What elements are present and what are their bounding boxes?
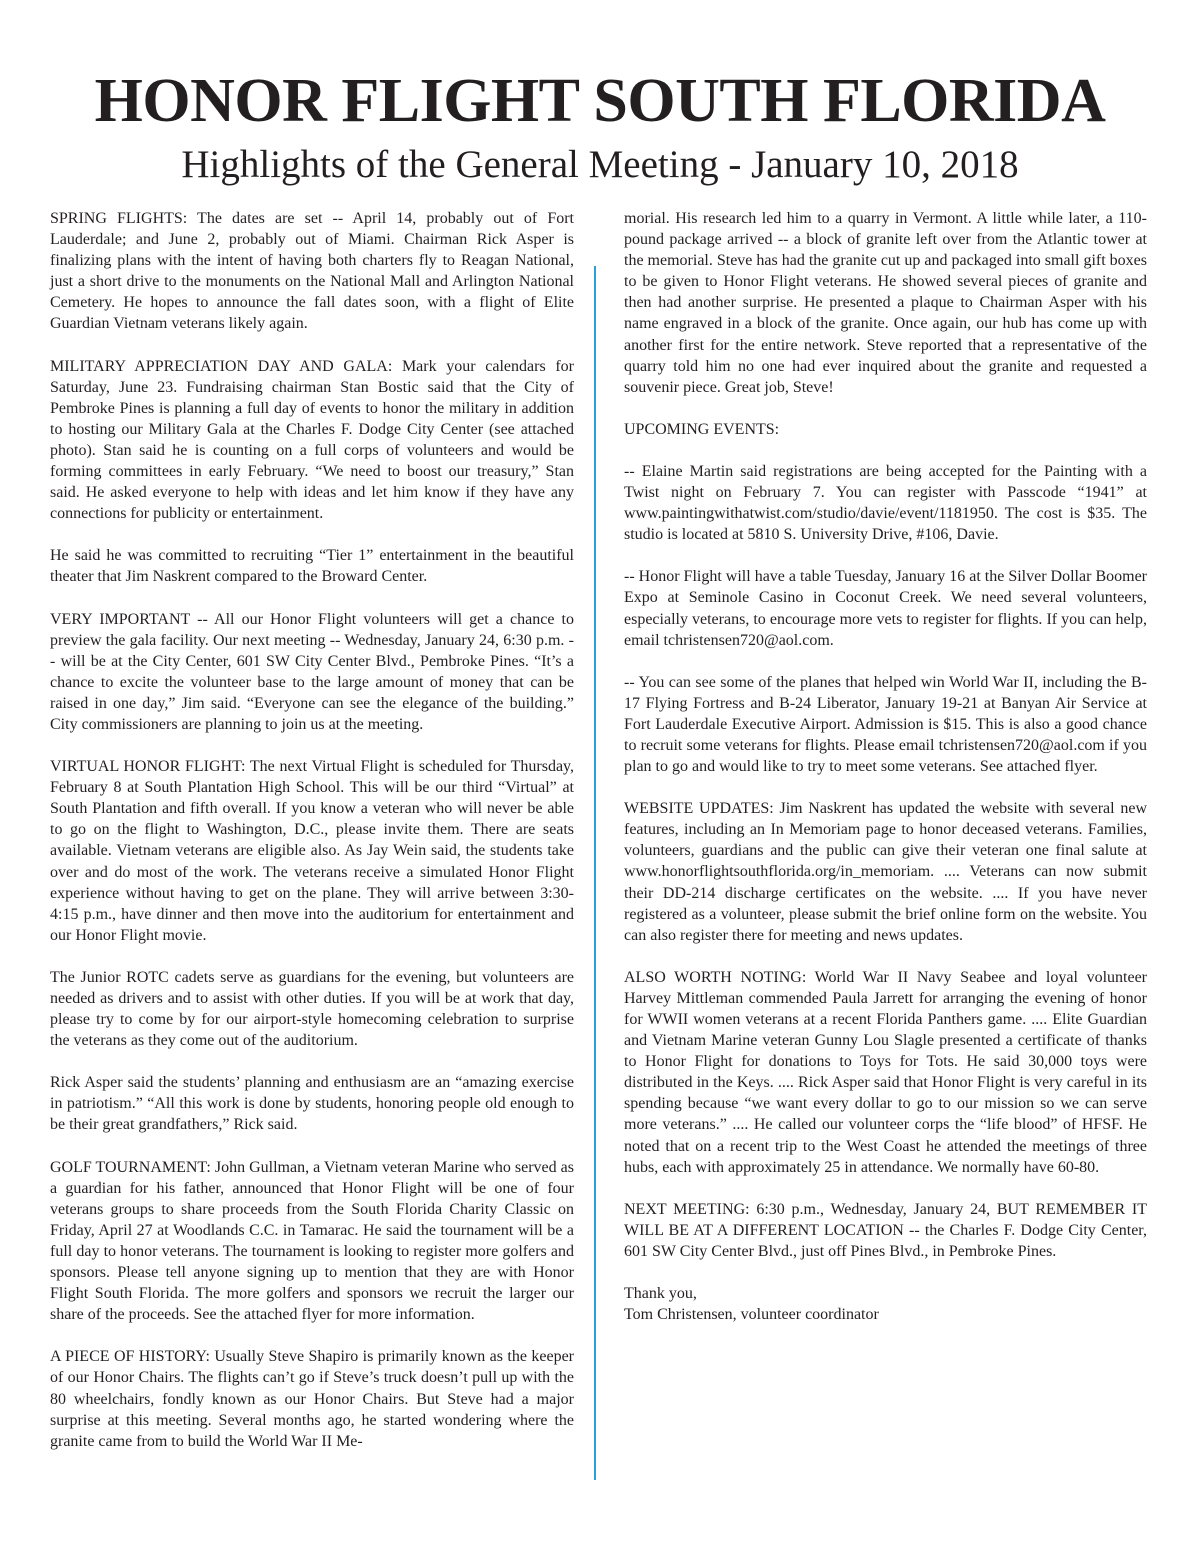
right-column bbox=[624, 208, 1147, 1325]
paragraph-piece-of-history-continued: morial. His research led him to a quarry in Vermont. A little while later, a 110-pound package arrived -- a block of granite left over from the Atlantic tower at the memorial. Steve has had the granite cut up and packaged into small gift boxes to be given to Honor Flight veterans. He showed several pieces of granite and then had another surprise. He presented a plaque to Chairman Asper with his name engraved in a block of the granite. Once again, our hub has come up with another first for the entire network. Steve reported that a representative of the quarry told him no one had ever inquired about the granite and requested a souvenir piece. Great job, Steve! bbox=[624, 210, 1147, 396]
paragraph-piece-of-history: A PIECE OF HISTORY: Usually Steve Shapiro is primarily known as the keeper of our Honor Chairs. The flights can’t go if Steve’s truck doesn’t pull up with the 80 wheelchairs, fondly known as our Honor Chairs. But Steve had a major surprise at this meeting. Several months ago, he started wondering where the granite came from to build the World War II Me- bbox=[50, 1348, 574, 1450]
paragraph-next-meeting: NEXT MEETING: 6:30 p.m., Wednesday, January 24, BUT REMEMBER IT WILL BE AT A DIFFERENT LOCATION -- the Charles F. Dodge City Center, 601 SW City Center Blvd., just off Pines Blvd., in Pembroke Pines. bbox=[624, 1200, 1147, 1260]
page-subtitle: Highlights of the General Meeting - January 10, 2018 bbox=[181, 143, 1019, 186]
paragraph-website-updates: WEBSITE UPDATES: Jim Naskrent has updated the website with several new features, including an In Memoriam page to honor deceased veterans. Families, volunteers, guardians and the public can give their veteran one final salute at www.honorflightsouthflorida.org/in_memoriam. .... Veterans can now submit their DD-214 discharge certificates on the website. .... If you have never registered as a volunteer, please submit the brief online form on the website. You can also register there for meeting and news updates. bbox=[624, 800, 1147, 944]
signoff-signature: Tom Christensen, volunteer coordinator bbox=[624, 1306, 879, 1324]
paragraph-tier-1-entertainment: He said he was committed to recruiting “Tier 1” entertainment in the beautiful theater that Jim Naskrent compared to the Broward Center. bbox=[50, 547, 574, 586]
paragraph-wwii-planes: -- You can see some of the planes that helped win World War II, including the B-17 Flying Fortress and B-24 Liberator, January 19-21 at Banyan Air Service at Fort Lauderdale Executive Airport. Admission is $15. This is also a good chance to recruit some veterans for flights. Please email tchristensen720@aol.com if you plan to go and would like to try to meet some veterans. See attached flyer. bbox=[624, 673, 1147, 776]
page-title: HONOR FLIGHT SOUTH FLORIDA bbox=[94, 67, 1106, 135]
left-column bbox=[50, 208, 574, 1452]
paragraph-spring-flights: SPRING FLIGHTS: The dates are set -- April 14, probably out of Fort Lauderdale; and June 2, probably out of Miami. Chairman Rick Asper is finalizing plans with the intent of having both charters fly to Reagan National, just a short drive to the monuments on the National Mall and Arlington National Cemetery. He hopes to announce the fall dates soon, with a flight of Elite Guardian Vietnam veterans likely again. bbox=[50, 210, 574, 333]
paragraph-rick-asper-quote: Rick Asper said the students’ planning and enthusiasm are an “amazing exercise in patriotism.” “All this work is done by students, honoring people old enough to be their great grandfathers,” Rick said. bbox=[50, 1074, 574, 1134]
signoff bbox=[624, 1283, 1147, 1325]
paragraph-boomer-expo: -- Honor Flight will have a table Tuesday, January 16 at the Silver Dollar Boomer Expo at Seminole Casino in Coconut Creek. We need several volunteers, especially veterans, to encourage more vets to register for flights. If you can help, email tchristensen720@aol.com. bbox=[624, 568, 1147, 649]
paragraph-junior-rotc: The Junior ROTC cadets serve as guardians for the evening, but volunteers are needed as drivers and to assist with other duties. If you will be at work that day, please try to come by for our airport-style homecoming celebration to surprise the veterans as they come out of the auditorium. bbox=[50, 968, 574, 1050]
paragraph-virtual-honor-flight: VIRTUAL HONOR FLIGHT: The next Virtual Flight is scheduled for Thursday, February 8 at South Plantation High School. This will be our third “Virtual” at South Plantation and fifth overall. If you know a veteran who will never be able to go on the flight to Washington, D.C., please invite them. There are seats available. Vietnam veterans are eligible also. As Jay Wein said, the students take over and do most of the work. The veterans receive a simulated Honor Flight experience without having to get on the plane. They will arrive between 3:30-4:15 p.m., have dinner and then move into the auditorium for entertainment and our Honor Flight movie. bbox=[50, 758, 574, 944]
paragraph-also-worth-noting: ALSO WORTH NOTING: World War II Navy Seabee and loyal volunteer Harvey Mittleman commended Paula Jarrett for arranging the evening of honor for WWII women veterans at a recent Florida Panthers game. .... Elite Guardian and Vietnam Marine veteran Gunny Lou Slagle presented a certificate of thanks to Honor Flight for donations to Toys for Tots. He said 30,000 toys were distributed in the Keys. .... Rick Asper said that Honor Flight is very careful in its spending because “we want every dollar to go to our mission so we can serve more veterans.” .... He called our volunteer corps the “life blood” of HFSF. He noted that on a recent trip to the West Coast he attended the meetings of three hubs, each with approximately 25 in attendance. We normally have 60-80. bbox=[624, 968, 1147, 1176]
paragraph-golf-tournament: GOLF TOURNAMENT: John Gullman, a Vietnam veteran Marine who served as a guardian for his father, announced that Honor Flight will be one of four veterans groups to share proceeds from the South Florida Charity Classic on Friday, April 27 at Woodlands C.C. in Tamarac. He said the tournament will be a full day to honor veterans. The tournament is looking to register more golfers and sponsors. Please tell anyone signing up to mention that they are with Honor Flight South Florida. The more golfers and sponsors we recruit the larger our share of the proceeds. See the attached flyer for more information. bbox=[50, 1158, 574, 1324]
heading-upcoming-events: UPCOMING EVENTS: bbox=[624, 420, 780, 438]
paragraph-painting-with-a-twist: -- Elaine Martin said registrations are being accepted for the Painting with a Twist night on February 7. You can register with Passcode “1941” at www.paintingwithatwist.com/studio/davie/event/1181950. The cost is $35. The studio is located at 5810 S. University Drive, #106, Davie. bbox=[624, 462, 1147, 544]
paragraph-very-important: VERY IMPORTANT -- All our Honor Flight volunteers will get a chance to preview the gala facility. Our next meeting -- Wednesday, January 24, 6:30 p.m. -- will be at the City Center, 601 SW City Center Blvd., Pembroke Pines. “It’s a chance to excite the volunteer base to the large amount of money that can be raised in one day,” Jim said. “Everyone can see the elegance of the building.” City commissioners are planning to join us at the meeting. bbox=[50, 610, 574, 733]
paragraph-military-appreciation: MILITARY APPRECIATION DAY AND GALA: Mark your calendars for Saturday, June 23. Fundraising chairman Stan Bostic said that the City of Pembroke Pines is planning a full day of events to honor the military in addition to hosting our Military Gala at the Charles F. Dodge City Center (see attached photo). Stan said he is counting on a full corps of volunteers and would be forming committees in early February. “We need to boost our treasury,” Stan said. He asked everyone to help with ideas and let him know if they have any connections for publicity or entertainment. bbox=[50, 357, 574, 523]
column-divider bbox=[594, 266, 596, 1480]
signoff-closing: Thank you, bbox=[624, 1285, 697, 1303]
